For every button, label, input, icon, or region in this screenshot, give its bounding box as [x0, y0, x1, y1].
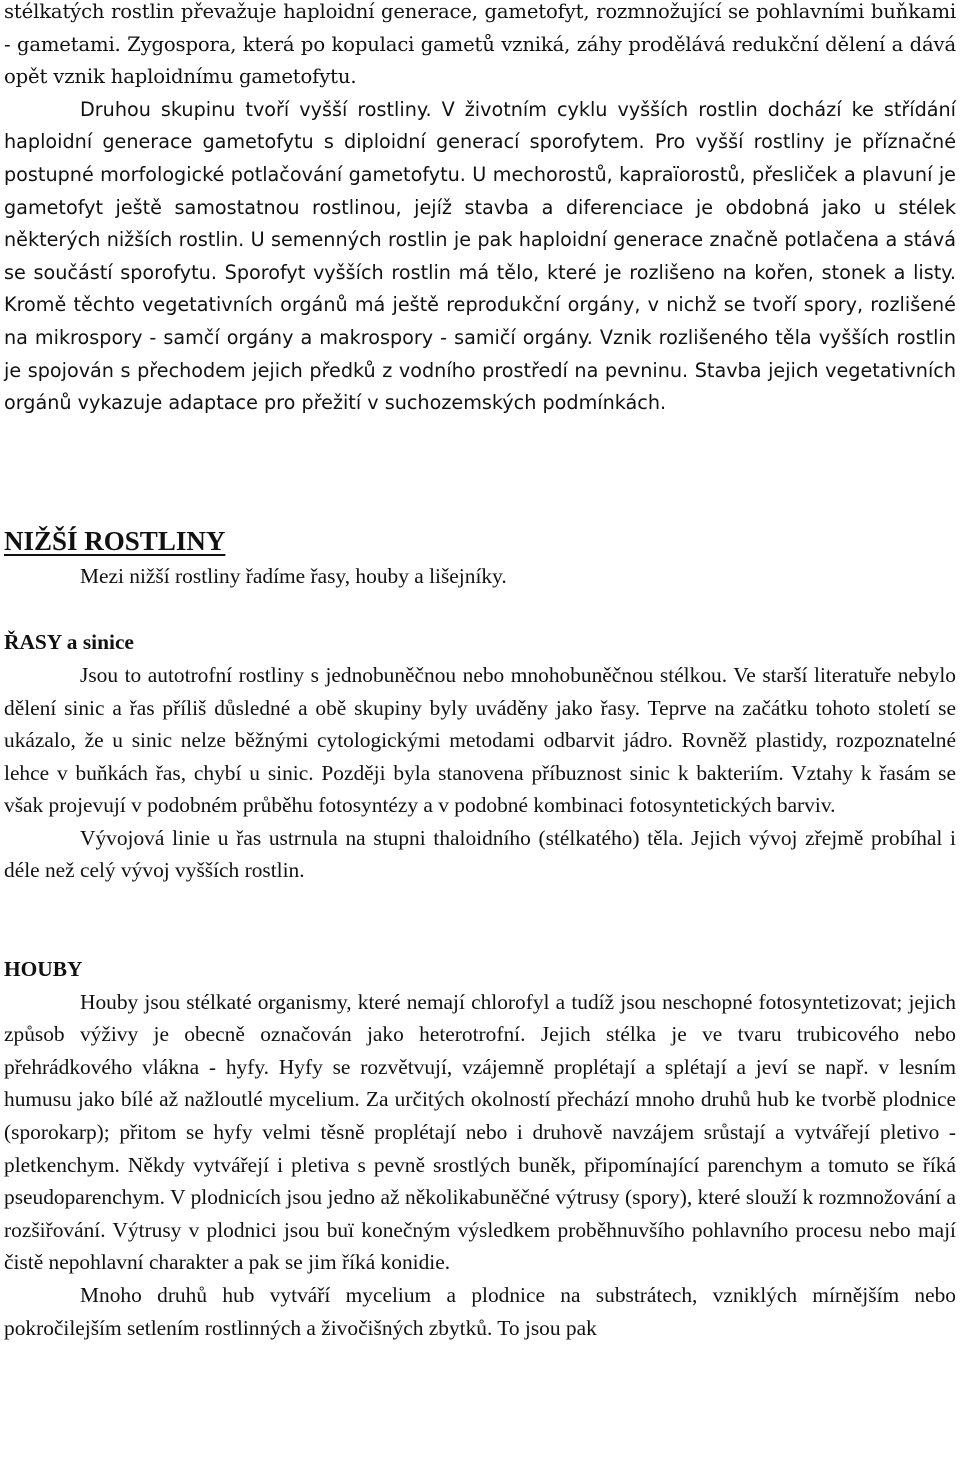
section-title: NIŽŠÍ ROSTLINY	[4, 525, 226, 556]
intro-paragraph-2: Druhou skupinu tvoří vyšší rostliny. V životním cyklu vyšších rostlin dochází ke střídání haploidní generace gametofytu s diploidní generací sporofytem. Pro vyšší rostliny je příznačné postupné morfologické potlačování gametofytu. U mechorostů, kapraïorostů, přesliček a plavuní je gametofyt ještě samostatnou rostlinou, jejíž stavba a diferenciace je obdobná jako u stélek některých nižších rostlin. U semenných rostlin je pak haploidní generace značně potlačena a stává se součástí sporofytu. Sporofyt vyšších rostlin má tělo, které je rozlišeno na kořen, stonek a listy. Kromě těchto vegetativních orgánů má ještě reprodukční orgány, v nichž se tvoří spory, rozlišené na mikrospory - samčí orgány a makrospory - samičí orgány. Vznik rozlišeného těla vyšších rostlin je spojován s přechodem jejich předků z vodního prostředí na pevninu. Stavba jejich vegetativních orgánů vykazuje adaptace pro přežití v suchozemských podmínkách.	[4, 97, 956, 415]
rasy-paragraph-2: Vývojová linie u řas ustrnula na stupni thaloidního (stélkatého) těla. Jejich vývoj zřejmě probíhal i déle než celý vývoj vyšších rostlin.	[4, 825, 956, 883]
houby-heading: HOUBY	[4, 957, 83, 982]
houby-paragraph-2: Mnoho druhů hub vytváří mycelium a plodnice na substrátech, vzniklých mírnějším nebo pokročilejším setlením rostlinných a živočišných zbytků. To jsou pak	[4, 1283, 956, 1340]
spacer	[4, 420, 956, 518]
houby-paragraph-1: Houby jsou stélkaté organismy, které nemají chlorofyl a tudíž jsou neschopné fotosyntetizovat; jejich způsob výživy je obecně označován jako heterotrofní. Jejich stélka je ve tvaru trubicového nebo přehrádkového vlákna - hyfy. Hyfy se rozvětvují, vzájemně proplétají a splétají a jeví se např. v lesním humusu jako bílé až nažloutlé mycelium. Za určitých okolností přechází mnoho druhů hub ke tvorbě plodnice (sporokarp); přitom se hyfy velmi těsně proplétají nebo i druhově navzájem srůstají a vytvářejí pletivo - pletkenchym. Někdy vytvářejí i pletiva s pevně srostlých buněk, připomínající parenchym a tomuto se říká pseudoparenchym. V plodnicích jsou jedno až několikabuněčné výtrusy (spory), které slouží k rozmnožování a rozšiřování. Výtrusy v plodnici jsou buï konečným výsledkem proběhnuvšího pohlavního procesu nebo mají čistě nepohlavní charakter a pak se jim říká konidie.	[4, 989, 956, 1275]
document-page	[4, 0, 956, 1344]
intro-paragraph-1: stélkatých rostlin převažuje haploidní generace, gametofyt, rozmnožující se pohlavními buňkami - gametami. Zygospora, která po kopulaci gametů vzniká, záhy prodělává redukční dělení a dává opět vznik haploidnímu gametofytu.	[4, 0, 956, 89]
section-intro: Mezi nižší rostliny řadíme řasy, houby a lišejníky.	[80, 563, 507, 588]
spacer	[4, 592, 956, 626]
rasy-heading: ŘASY a sinice	[4, 630, 134, 655]
spacer	[4, 887, 956, 953]
rasy-paragraph-1: Jsou to autotrofní rostliny s jednobuněčnou nebo mnohobuněčnou stélkou. Ve starší literatuře nebylo dělení sinic a řas příliš důsledné a obě skupiny byly uváděny jako řasy. Teprve na začátku tohoto století se ukázalo, že u sinic nelze běžnými cytologickými metodami odbarvit jádro. Rovněž plastidy, rozpoznatelné lehce v buňkách řas, chybí u sinic. Později byla stanovena příbuznost sinic k bakteriím. Vztahy k řasám se však projevují v podobném průběhu fotosyntézy a v podobné kombinaci fotosyntetických barviv.	[4, 662, 956, 818]
